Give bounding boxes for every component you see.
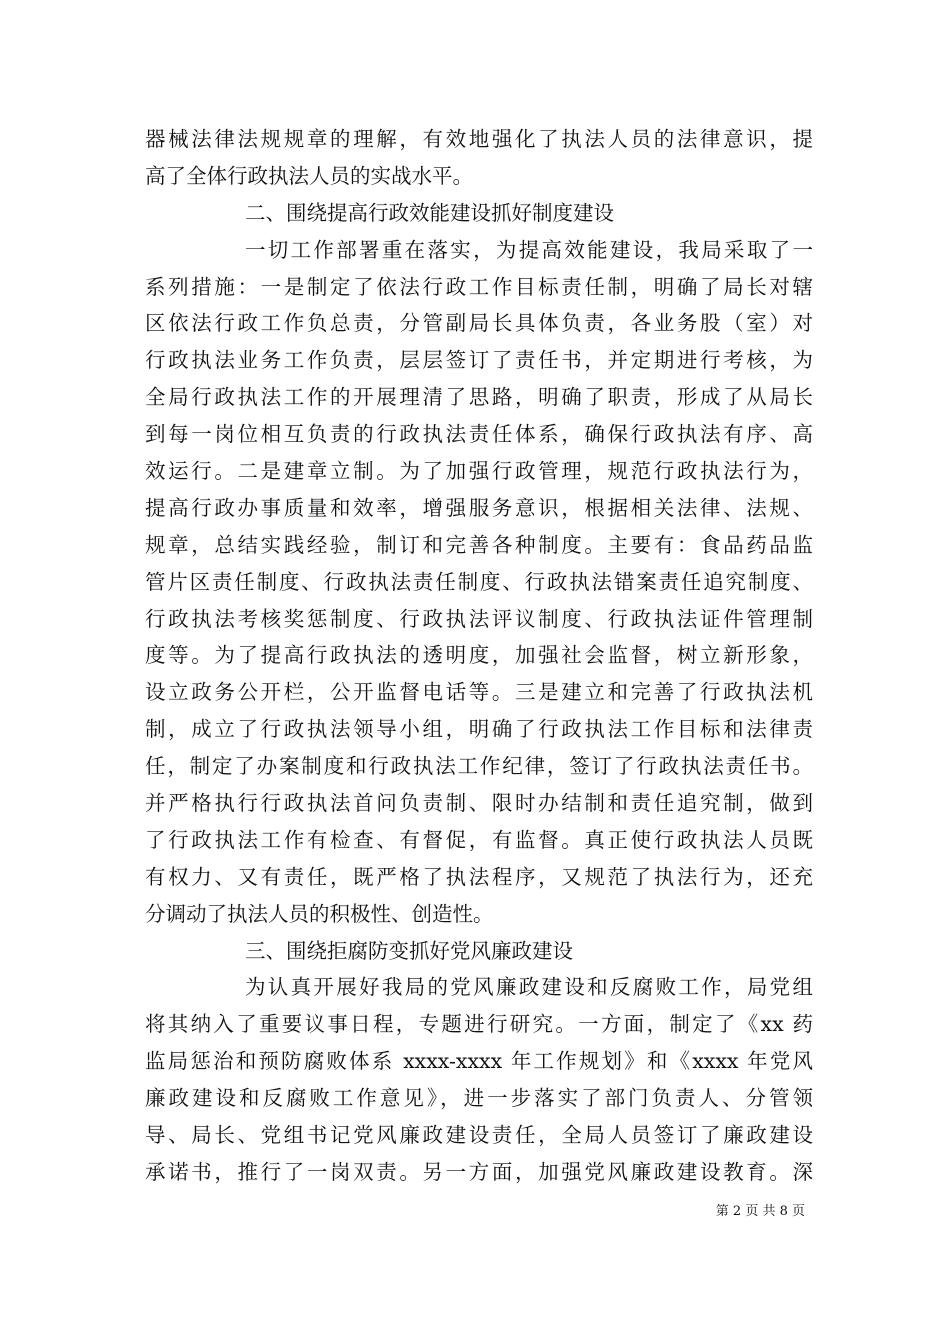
body-text	[145, 121, 813, 1191]
text-line: 导、局长、党组书记党风廉政建设责任，全局人员签订了廉政建设	[145, 1123, 813, 1148]
text-line: 设立政务公开栏，公开监督电话等。三是建立和完善了行政执法机	[145, 680, 813, 705]
text-line: 提高行政办事质量和效率，增强服务意识，根据相关法律、法规、	[145, 495, 813, 520]
text-line: 制，成立了行政执法领导小组，明确了行政执法工作目标和法律责	[145, 717, 813, 742]
text-line: 全局行政执法工作的开展理清了思路，明确了职责，形成了从局长	[145, 385, 813, 410]
text-line: 并严格执行行政执法首问负责制、限时办结制和责任追究制，做到	[145, 791, 813, 816]
text-line: 规章，总结实践经验，制订和完善各种制度。主要有：食品药品监	[145, 532, 813, 557]
text-line: 到每一岗位相互负责的行政执法责任体系，确保行政执法有序、高	[145, 422, 813, 447]
text-line: 管片区责任制度、行政执法责任制度、行政执法错案责任追究制度、	[145, 569, 813, 594]
text-line: 器械法律法规规章的理解，有效地强化了执法人员的法律意识，提	[145, 127, 813, 151]
text-line: 廉政建设和反腐败工作意见》，进一步落实了部门负责人、分管领	[145, 1086, 813, 1111]
page-number: 第 2 页 共 8 页	[715, 1204, 805, 1219]
text-line: 效运行。二是建章立制。为了加强行政管理，规范行政执法行为，	[145, 459, 813, 484]
text-line: 任，制定了办案制度和行政执法工作纪律，签订了行政执法责任书。	[145, 754, 813, 779]
text-line: 高了全体行政执法人员的实战水平。	[145, 163, 473, 188]
text-line: 区依法行政工作负总责，分管副局长具体负责，各业务股（室）对	[145, 311, 813, 336]
text-line: 一切工作部署重在落实，为提高效能建设，我局采取了一	[245, 237, 813, 262]
text-line: 度等。为了提高行政执法的透明度，加强社会监督，树立新形象，	[145, 643, 813, 668]
text-line: 分调动了执法人员的积极性、创造性。	[145, 901, 494, 926]
text-line: 了行政执法工作有检查、有督促，有监督。真正使行政执法人员既	[145, 827, 813, 852]
text-line: 承诺书，推行了一岗双责。另一方面，加强党风廉政建设教育。深	[145, 1159, 813, 1184]
text-line: 行政执法业务工作负责，层层签订了责任书，并定期进行考核，为	[145, 348, 813, 373]
text-line: 将其纳入了重要议事日程，专题进行研究。一方面，制定了《xx 药	[145, 1012, 813, 1037]
text-line: 行政执法考核奖惩制度、行政执法评议制度、行政执法证件管理制	[145, 606, 813, 631]
section-heading: 三、围绕拒腐防变抓好党风廉政建设	[245, 938, 573, 963]
text-line: 为认真开展好我局的党风廉政建设和反腐败工作，局党组	[245, 975, 813, 1000]
section-heading: 二、围绕提高行政效能建设抓好制度建设	[245, 200, 614, 225]
text-line: 有权力、又有责任，既严格了执法程序，又规范了执法行为，还充	[145, 864, 813, 889]
text-line: 系列措施：一是制定了依法行政工作目标责任制，明确了局长对辖	[145, 274, 813, 299]
text-line: 监局惩治和预防腐败体系 xxxx-xxxx 年工作规划》和《xxxx 年党风	[145, 1049, 813, 1074]
